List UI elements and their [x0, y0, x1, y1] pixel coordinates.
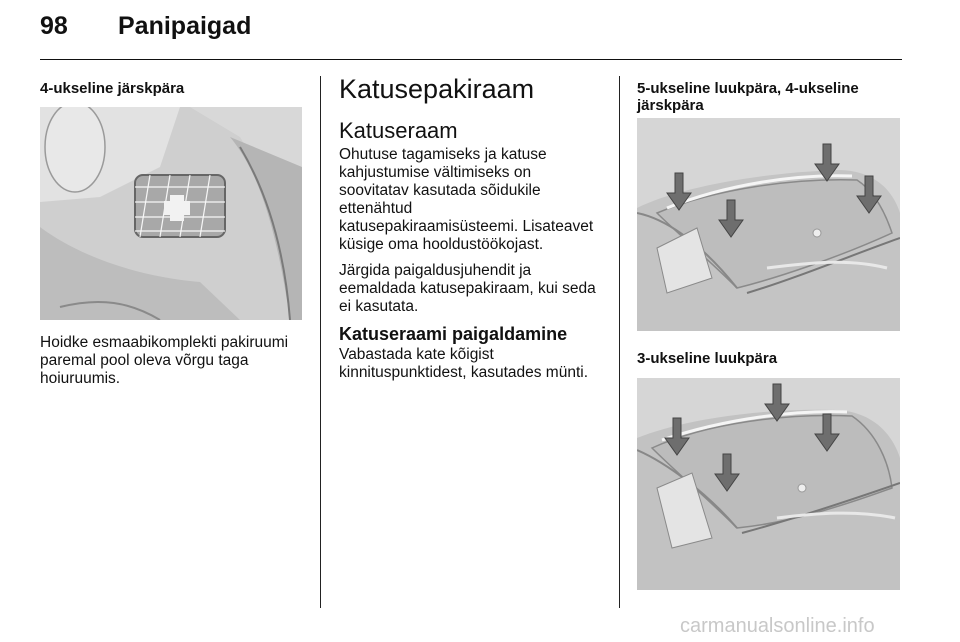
text-line: katusepakiraamisüsteemi. Lisateavet [339, 218, 594, 235]
text-line: kinnituspunktidest, kasutades münti. [339, 364, 588, 381]
column-divider-1 [320, 76, 321, 608]
text-line: Hoidke esmaabikomplekti pakiruumi [40, 334, 289, 351]
paragraph-safety [339, 146, 614, 254]
paragraph-instructions [339, 262, 614, 316]
section-heading-sedan-trunk: 4-ukseline järskpära [40, 80, 185, 97]
roof-rack-info [339, 146, 614, 324]
page-number: 98 [40, 12, 68, 40]
caption-line: 5-ukseline luukpära, 4-ukseline [637, 80, 859, 97]
first-aid-kit-note [40, 334, 310, 388]
text-line: Vabastada kate kõigist [339, 346, 494, 363]
text-line: ei kasutata. [339, 298, 419, 315]
text-line: soovitatav kasutada sõidukile [339, 182, 541, 199]
column-divider-2 [619, 76, 620, 608]
text-line: paremal pool oleva võrgu taga [40, 352, 249, 369]
text-line: eemaldada katusepakiraam, kui seda [339, 280, 596, 297]
subsection-title: Katuseraam [339, 118, 458, 143]
text-line: küsige oma hooldustöökojast. [339, 236, 544, 253]
installation-text [339, 346, 614, 382]
chapter-title: Panipaigad [118, 12, 252, 40]
caption-line: järskpära [637, 97, 704, 114]
watermark: carmanualsonline.info [680, 615, 875, 637]
figure-caption-5-door [637, 80, 859, 114]
text-line: Ohutuse tagamiseks ja katuse [339, 146, 547, 163]
text-line: hoiuruumis. [40, 370, 121, 387]
text-line: ettenähtud [339, 200, 413, 217]
roof-mounting-points-illustration-icon [637, 118, 900, 331]
text-line: kahjustumise vältimiseks on [339, 164, 532, 181]
installation-heading: Katuseraami paigaldamine [339, 324, 568, 344]
header-divider [40, 59, 902, 60]
roof-3-door-figure [637, 378, 900, 590]
text-line: Järgida paigaldusjuhendit ja [339, 262, 532, 279]
trunk-first-aid-kit-figure [40, 107, 302, 320]
trunk-first-aid-kit-illustration-icon [40, 107, 302, 320]
page-section-title: Katusepakiraam [339, 74, 535, 104]
roof-mounting-points-illustration-icon [637, 378, 900, 590]
roof-5-door-figure [637, 118, 900, 331]
figure-caption-3-door: 3-ukseline luukpära [637, 350, 778, 367]
